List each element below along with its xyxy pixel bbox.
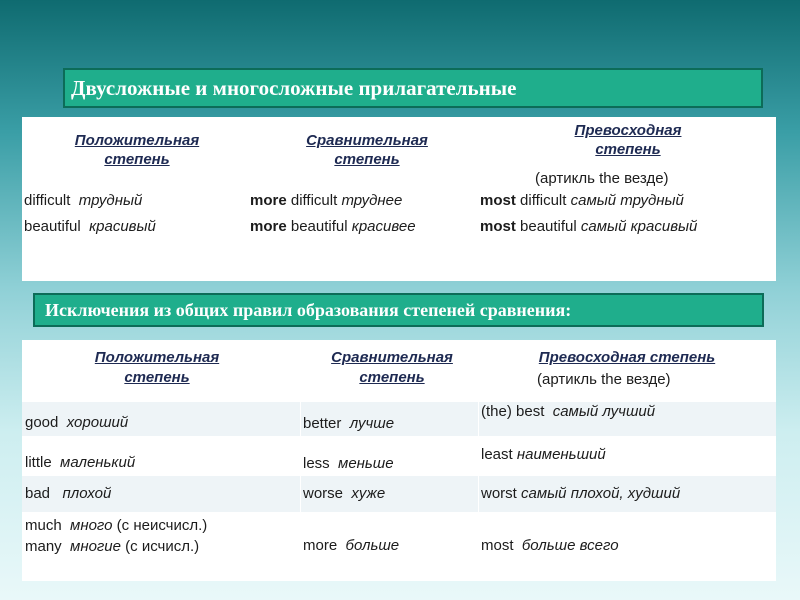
table-row: most difficult самый трудный — [480, 192, 684, 209]
table-row: good хороший — [25, 414, 129, 431]
table-row: worse хуже — [303, 485, 386, 502]
table-row: (the) best самый лучший — [481, 403, 656, 420]
header-superlative-note: (артикль the везде) — [535, 170, 669, 187]
table-row: more difficult труднее — [250, 192, 403, 209]
header-comparative: Сравнительная степень — [306, 132, 428, 168]
table-row: less меньше — [303, 455, 394, 472]
table-row: difficult трудный — [24, 192, 143, 209]
exceptions-title: Исключения из общих правил образования степеней сравнения: — [33, 293, 764, 327]
table-row: many многие (с исчисл.) — [25, 538, 200, 555]
regular-adjectives-table — [22, 117, 776, 281]
header-superlative: Превосходная степень — [574, 122, 682, 158]
header-comparative: Сравнительная степень — [331, 349, 453, 386]
exceptions-table — [22, 340, 776, 581]
header-positive: Положительная степень — [74, 132, 200, 168]
table-row: bad плохой — [25, 485, 112, 502]
header-superlative-note: (артикль the везде) — [537, 371, 671, 388]
table-row: better лучше — [303, 415, 395, 432]
header-positive: Положительная степень — [94, 349, 220, 386]
header-superlative: Превосходная степень — [538, 349, 716, 366]
table-row: much много (с неисчисл.) — [25, 517, 208, 534]
table-row: least наименьший — [481, 446, 606, 463]
table-row: most beautiful самый красивый — [480, 218, 698, 235]
table-row: most больше всего — [481, 537, 619, 554]
table-row: more beautiful красивее — [250, 218, 416, 235]
table-row: worst самый плохой, худший — [481, 485, 681, 502]
table-row: more больше — [303, 537, 400, 554]
table-row: beautiful красивый — [24, 218, 156, 235]
table-row: little маленький — [25, 454, 136, 471]
section-title: Двусложные и многосложные прилагательные — [63, 68, 763, 108]
